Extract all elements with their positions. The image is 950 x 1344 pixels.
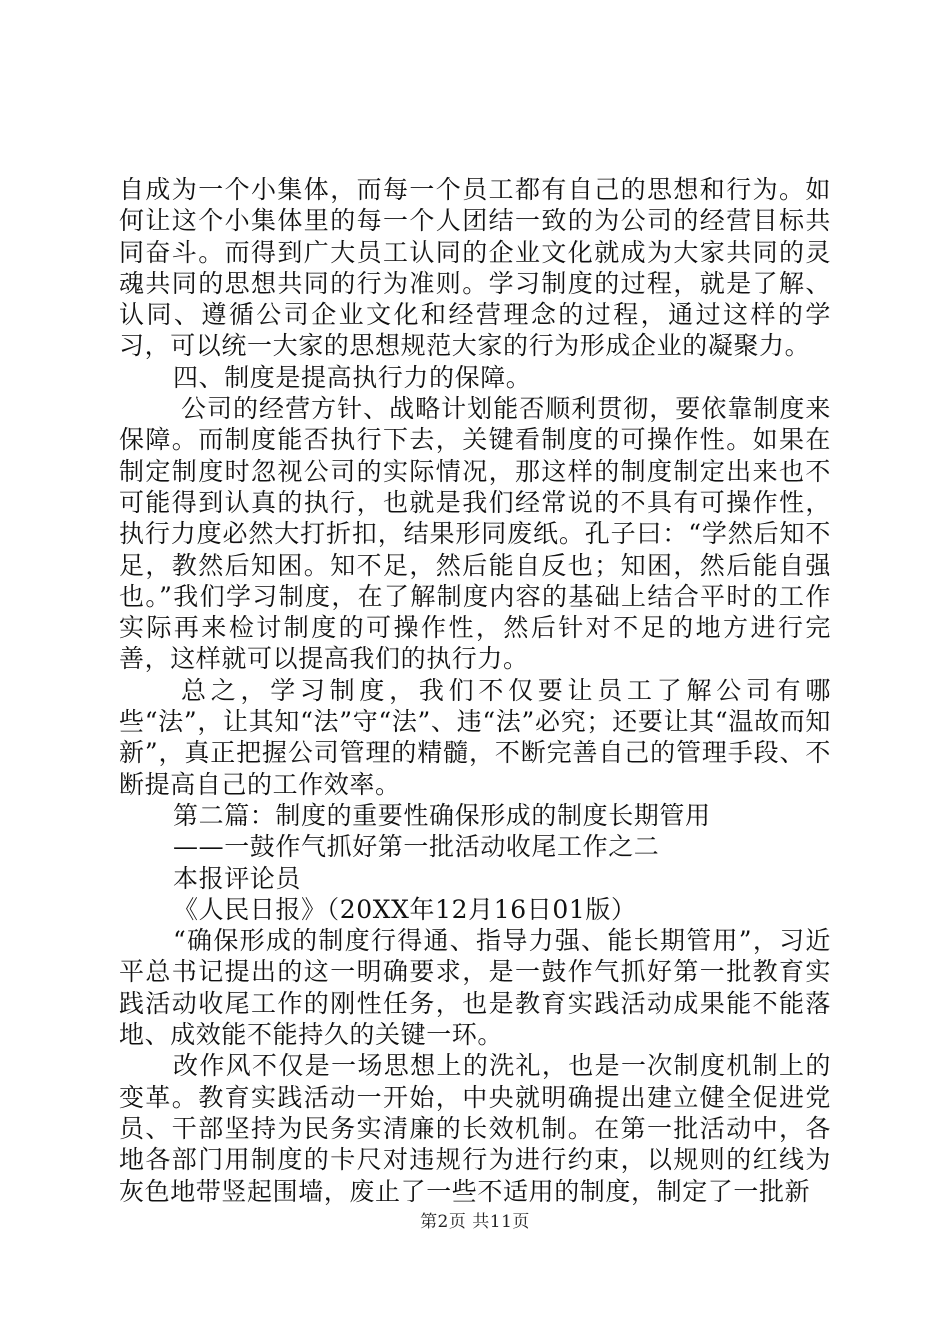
article-author: 本报评论员 xyxy=(173,863,302,893)
article-source: 《人民日报》（20XX年12月16日01版） xyxy=(173,894,637,924)
document-body xyxy=(119,174,831,1207)
section-heading-four: 四、制度是提高执行力的保障。 xyxy=(173,362,532,392)
page-number: 第2页 共11页 xyxy=(420,1212,530,1232)
paragraph-requirement: “确保形成的制度行得通、指导力强、能长期管用”，习近平总书记提出的这一明确要求，是一鼓作气抓好第一批教育实践活动收尾工作的刚性任务，也是教育实践活动成果能不能落地、成效能不能持久的关键一环。 xyxy=(119,926,831,1050)
paragraph-execution-guarantee: 公司的经营方针、战略计划能否顺利贯彻，要依靠制度来保障。而制度能否执行下去，关键看制度的可操作性。如果在制定制度时忽视公司的实际情况，那这样的制度制定出来也不可能得到认真的执行，也就是我们经常说的不具有可操作性，执行力度必然大打折扣，结果形同废纸。孔子曰：“学然后知不足，教然后知困。知不足，然后能自反也；知困，然后能自强也。”我们学习制度，在了解制度内容的基础上结合平时的工作实际再来检讨制度的可操作性，然后针对不足的地方进行完善，这样就可以提高我们的执行力。 xyxy=(119,394,831,674)
paragraph-reform: 改作风不仅是一场思想上的洗礼，也是一次制度机制上的变革。教育实践活动一开始，中央就明确提出建立健全促进党员、干部坚持为民务实清廉的长效机制。在第一批活动中，各地各部门用制度的卡尺对违规行为进行约束，以规则的红线为灰色地带竖起围墙，废止了一些不适用的制度，制定了一批新 xyxy=(119,1051,831,1206)
paragraph-conclusion: 总之，学习制度，我们不仅要让员工了解公司有哪些“法”，让其知“法”守“法”、违“法”必究；还要让其“温故而知新”，真正把握公司管理的精髓，不断完善自己的管理手段、不断提高自己的工作效率。 xyxy=(119,675,831,799)
article-subtitle: ——一鼓作气抓好第一批活动收尾工作之二 xyxy=(173,832,660,862)
paragraph-continuation: 自成为一个小集体，而每一个员工都有自己的思想和行为。如何让这个小集体里的每一个人团结一致的为公司的经营目标共同奋斗。而得到广大员工认同的企业文化就成为大家共同的灵魂共同的思想共同的行为准则。学习制度的过程，就是了解、认同、遵循公司企业文化和经营理念的过程，通过这样的学习，可以统一大家的思想规范大家的行为形成企业的凝聚力。 xyxy=(119,175,831,361)
article-title: 第二篇：制度的重要性确保形成的制度长期管用 xyxy=(173,800,711,830)
